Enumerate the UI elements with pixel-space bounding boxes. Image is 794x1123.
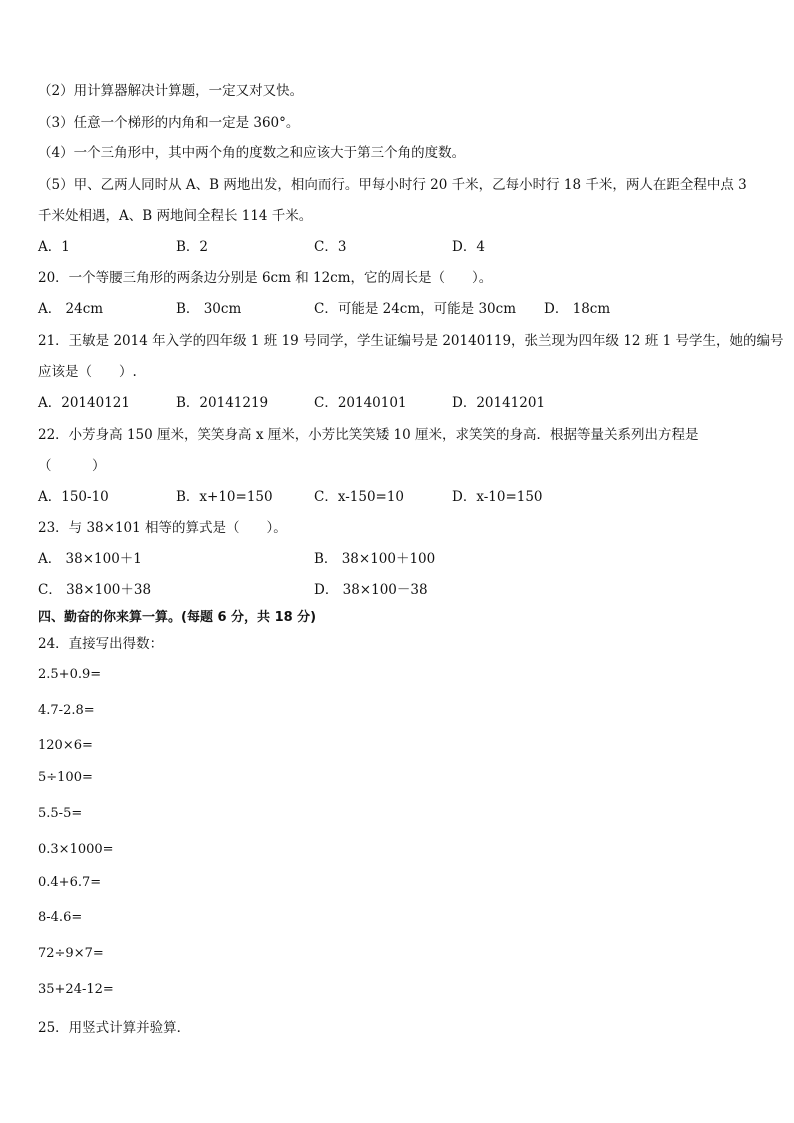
q23-options-row2 — [38, 580, 758, 600]
q20-option-c: C．可能是 24cm，可能是 30cm — [314, 301, 516, 317]
q24-calc-8: 8-4.6= — [38, 910, 83, 925]
q22-option-d: D．x-10=150 — [452, 489, 543, 505]
q24-stem: 24．直接写出得数： — [38, 636, 164, 652]
q23-option-b: B． 38×100＋100 — [314, 551, 436, 567]
q22-option-a: A．150-10 — [38, 489, 109, 505]
q20-option-a: A． 24cm — [38, 301, 104, 317]
q23-stem: 23．与 38×101 相等的算式是（ ）。 — [38, 520, 287, 536]
q19-option-a: A．1 — [38, 239, 70, 255]
q22-stem-line2: （ ） — [38, 458, 106, 474]
q25-stem: 25．用竖式计算并验算． — [38, 1020, 191, 1036]
q23-option-a: A． 38×100＋1 — [38, 551, 142, 567]
q19-option-d: D．4 — [452, 239, 485, 255]
q24-calc-1: 2.5+0.9= — [38, 667, 102, 682]
q20-stem: 20．一个等腰三角形的两条边分别是 6cm 和 12cm，它的周长是（ ）。 — [38, 270, 493, 286]
q24-calc-3: 120×6= — [38, 738, 93, 753]
q24-calc-2: 4.7-2.8= — [38, 703, 95, 718]
q21-options — [38, 393, 758, 413]
q21-option-a: A．20140121 — [38, 395, 130, 411]
q24-calc-4: 5÷100= — [38, 770, 93, 785]
q24-calc-9: 72÷9×7= — [38, 946, 104, 961]
q21-option-c: C．20140101 — [314, 395, 407, 411]
q19-item-2: （2）用计算器解决计算题，一定又对又快。 — [38, 83, 304, 99]
q24-calc-6: 0.3×1000= — [38, 842, 114, 857]
q21-option-d: D．20141201 — [452, 395, 546, 411]
q23-option-d: D． 38×100－38 — [314, 582, 428, 598]
q22-options — [38, 487, 758, 507]
q20-option-b: B． 30cm — [176, 301, 242, 317]
q24-calc-5: 5.5-5= — [38, 806, 83, 821]
q19-option-c: C．3 — [314, 239, 347, 255]
q21-stem-line2: 应该是（ ）. — [38, 364, 137, 380]
q19-item-5-line2: 千米处相遇，A、B 两地间全程长 114 千米。 — [38, 208, 313, 224]
q21-stem-line1: 21．王敏是 2014 年入学的四年级 1 班 19 号同学，学生证编号是 20140119，张兰现为四年级 12 班 1 号学生，她的编号 — [38, 333, 784, 349]
section-4-title: 四、勤奋的你来算一算。(每题 6 分，共 18 分) — [38, 610, 317, 625]
q24-calc-7: 0.4+6.7= — [38, 875, 102, 890]
q22-option-b: B．x+10=150 — [176, 489, 273, 505]
q22-stem-line1: 22．小芳身高 150 厘米，笑笑身高 x 厘米，小芳比笑笑矮 10 厘米，求笑笑的身高．根据等量关系列出方程是 — [38, 427, 699, 443]
q23-options-row1 — [38, 549, 758, 569]
q19-options — [38, 237, 758, 257]
q20-options — [38, 299, 758, 319]
q19-item-4: （4）一个三角形中，其中两个角的度数之和应该大于第三个角的度数。 — [38, 145, 466, 161]
q24-calc-10: 35+24-12= — [38, 982, 114, 997]
q23-option-c: C． 38×100＋38 — [38, 582, 152, 598]
q21-option-b: B．20141219 — [176, 395, 269, 411]
q19-item-5-line1: （5）甲、乙两人同时从 A、B 两地出发，相向而行。甲每小时行 20 千米，乙每小时行 18 千米，两人在距全程中点 3 — [38, 177, 747, 193]
q19-item-3: （3）任意一个梯形的内角和一定是 360°。 — [38, 115, 300, 131]
q20-option-d: D． 18cm — [544, 301, 611, 317]
q22-option-c: C．x-150=10 — [314, 489, 405, 505]
q19-option-b: B．2 — [176, 239, 209, 255]
